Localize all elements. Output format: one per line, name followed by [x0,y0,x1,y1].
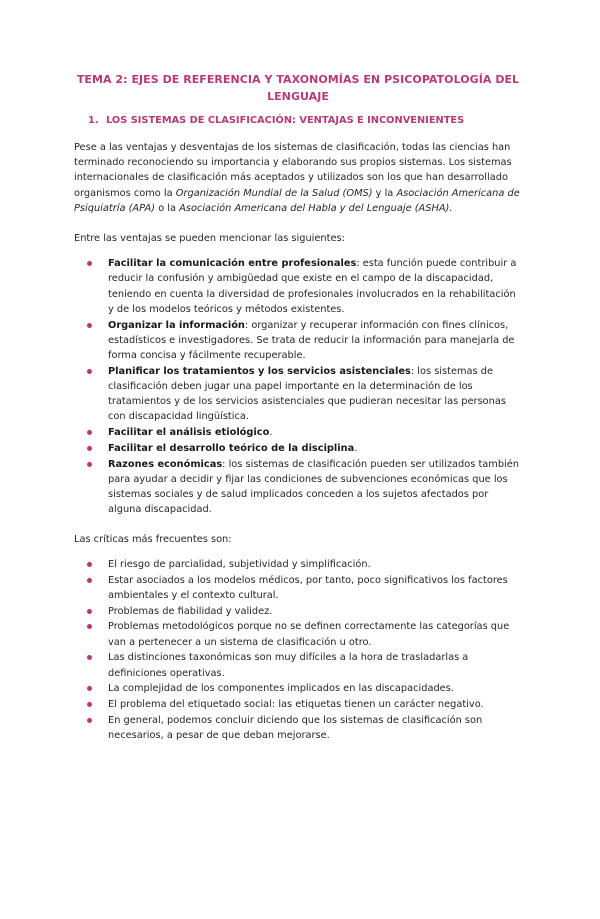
bullet-icon [87,686,92,691]
list-item-bold: Razones económicas [108,458,223,470]
list-item-bold: Planificar los tratamientos y los servicios asistenciales [108,365,411,377]
list-item-bold: Facilitar el desarrollo teórico de la disciplina [108,443,355,455]
list-item-bold: Organizar la información [108,319,245,331]
list-item [108,318,522,364]
bullet-icon [87,323,92,328]
list-item-text: En general, podemos concluir diciendo que los sistemas de clasificación son necesarios, a pesar de que deban mejorarse. [108,715,483,742]
document-page [0,71,600,919]
bullet-icon [87,702,92,707]
bullet-icon [87,261,92,266]
ventajas-intro: Entre las ventajas se pueden mencionar las siguientes: [74,233,345,245]
section-number: 1. [88,115,99,126]
intro-org-asha: Asociación Americana del Habla y del Lenguaje (ASHA). [179,202,453,214]
criticas-intro: Las críticas más frecuentes son: [74,533,232,545]
intro-text-3: o la [155,202,180,214]
bullet-icon [87,446,92,451]
list-item [108,557,522,572]
bullet-icon [87,578,92,583]
list-item-text: Las distinciones taxonómicas son muy difíciles a la hora de trasladarlas a definiciones operativas. [108,652,469,679]
list-item-text: : los sistemas de clasificación deben jugar una papel importante en la determinación de los tratamientos y de los servicios asistenciales que pudieran necesitar las personas con discapacidad lingüística. [108,365,506,423]
list-item-text: : los sistemas de clasificación pueden ser utilizados también para ayudar a decidir y fijar las condiciones de subvenciones económicas que los sistemas sociales y de salud implicados conceden a los sujetos afectados por alguna discapacidad. [108,458,520,516]
list-item [108,697,522,712]
intro-org-apa: Asociación Americana de Psiquiatría (APA) [74,187,520,214]
list-item-text: Problemas metodológicos porque no se definen correctamente las categorías que van a pertenecer a un sistema de clasificación u otro. [108,621,510,648]
list-item-text: . [354,443,358,455]
intro-org-oms: Organización Mundial de la Salud (OMS) [175,187,373,199]
ventajas-list [74,256,522,517]
bullet-icon [87,430,92,435]
list-item [108,441,522,456]
list-item [108,604,522,619]
list-item [108,364,522,425]
bullet-icon [87,718,92,723]
list-item [108,713,522,743]
list-item [108,681,522,696]
list-item-text: El problema del etiquetado social: las etiquetas tienen un carácter negativo. [108,699,484,711]
list-item-bold: Facilitar el análisis etiológico [108,427,270,439]
list-item-text: La complejidad de los componentes implicados en las discapacidades. [108,683,454,695]
list-item-text: El riesgo de parcialidad, subjetividad y simplificación. [108,558,371,570]
list-item [108,425,522,440]
list-item [108,457,522,518]
intro-text-1: Pese a las ventajas y desventajas de los sistemas de clasificación, todas las ciencias han terminado reconociendo su importancia y elaborando sus propios sistemas. Los sistemas internacionales de clasificación más aceptados y utilizados son los que han desarrollado organismos como la [74,142,512,199]
section-heading-text: LOS SISTEMAS DE CLASIFICACIÓN: VENTAJAS E INCONVENIENTES [106,115,465,126]
document-title: TEMA 2: EJES DE REFERENCIA Y TAXONOMÍAS EN PSICOPATOLOGÍA DEL LENGUAJE [76,73,520,103]
intro-paragraph [74,140,522,216]
bullet-icon [87,462,92,467]
bullet-icon [87,655,92,660]
list-item-text: Problemas de fiabilidad y validez. [108,605,273,617]
list-item-text: : organizar y recuperar información con fines clínicos, estadísticos e investigadores. Se trata de reducir la información para manejarla de forma concisa y fácilmente recuperable. [108,319,515,362]
criticas-list [74,557,522,744]
bullet-icon [87,562,92,567]
list-item-text: . [269,427,273,439]
list-item [108,256,522,317]
list-item-text: Estar asociados a los modelos médicos, por tanto, poco significativos los factores ambientales y el contexto cultural. [108,574,508,601]
list-item [108,619,522,649]
list-item-text: : esta función puede contribuir a reducir la confusión y ambigüedad que existe en el campo de la discapacidad, teniendo en cuenta la diversidad de profesionales involucrados en la rehabilitación y de los modelos teóricos y métodos existentes. [108,258,517,315]
intro-text-2: y la [372,187,397,199]
bullet-icon [87,369,92,374]
list-item [108,573,522,603]
list-item [108,650,522,680]
bullet-icon [87,609,92,614]
bullet-icon [87,624,92,629]
list-item-bold: Facilitar la comunicación entre profesionales [108,258,357,270]
section-heading [88,114,522,128]
